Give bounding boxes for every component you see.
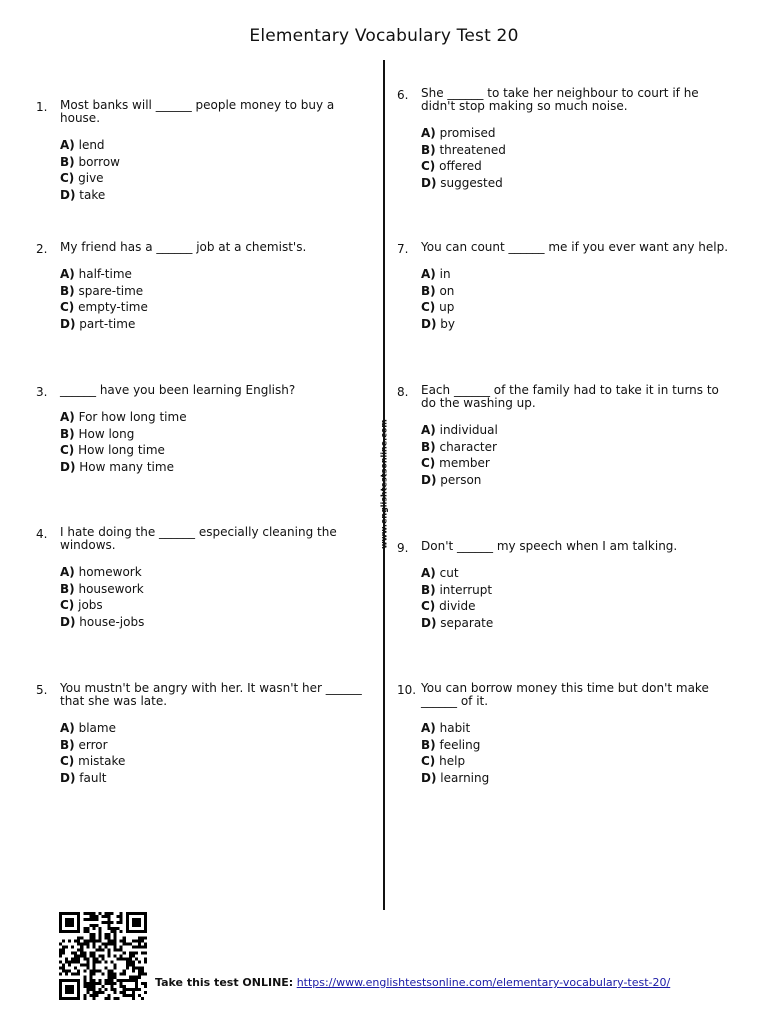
question-text: Don't ______ my speech when I am talking.	[421, 539, 678, 553]
test-online-link[interactable]: https://www.englishtestsonline.com/elementary-vocabulary-test-20/	[296, 976, 671, 989]
question-4	[36, 525, 370, 630]
question-text: You can borrow money this time but don't make ______ of it.	[421, 681, 709, 708]
option-b[interactable]: B) How long	[60, 426, 135, 441]
question-text: I hate doing the ______ especially cleaning the windows.	[60, 525, 337, 552]
option-a[interactable]: A) blame	[60, 721, 116, 735]
option-a[interactable]: A) half-time	[60, 267, 132, 281]
qr-code-icon[interactable]	[59, 912, 147, 1000]
option-a[interactable]: A) promised	[421, 126, 496, 140]
option-a[interactable]: A) in	[421, 267, 451, 281]
option-c[interactable]: C) help	[421, 754, 466, 768]
question-number: 10.	[397, 683, 417, 697]
footer	[155, 976, 670, 989]
option-b[interactable]: B) spare-time	[60, 283, 144, 298]
option-b[interactable]: B) error	[60, 737, 108, 752]
question-number: 8.	[397, 385, 409, 399]
option-b[interactable]: B) housework	[60, 581, 144, 596]
option-d[interactable]: D) person	[421, 472, 482, 487]
option-c[interactable]: C) mistake	[60, 754, 126, 768]
question-text: You mustn't be angry with her. It wasn't her ______ that she was late.	[60, 681, 362, 708]
option-c[interactable]: C) offered	[421, 159, 482, 173]
option-a[interactable]: A) lend	[60, 138, 105, 152]
option-c[interactable]: C) up	[421, 300, 455, 314]
option-a[interactable]: A) For how long time	[60, 410, 187, 424]
question-10	[397, 681, 731, 786]
option-d[interactable]: D) part-time	[60, 316, 136, 331]
question-text: My friend has a ______ job at a chemist's.	[60, 240, 307, 254]
option-b[interactable]: B) interrupt	[421, 582, 493, 597]
option-d[interactable]: D) by	[421, 316, 455, 331]
option-b[interactable]: B) feeling	[421, 737, 481, 752]
option-c[interactable]: C) empty-time	[60, 300, 148, 314]
question-text: You can count ______ me if you ever want any help.	[421, 240, 729, 254]
option-a[interactable]: A) habit	[421, 721, 471, 735]
question-6	[397, 86, 731, 191]
option-c[interactable]: C) give	[60, 171, 104, 185]
page-title: Elementary Vocabulary Test 20	[249, 26, 519, 46]
question-number: 1.	[36, 100, 48, 114]
option-c[interactable]: C) How long time	[60, 443, 165, 457]
question-7	[397, 240, 731, 332]
question-1	[36, 98, 370, 203]
option-b[interactable]: B) threatened	[421, 142, 506, 157]
vertical-site-text: www.englishtestsonline.com	[379, 419, 389, 549]
question-number: 5.	[36, 683, 48, 697]
option-d[interactable]: D) fault	[60, 770, 107, 785]
question-text: Each ______ of the family had to take it in turns to do the washing up.	[421, 383, 719, 410]
question-number: 9.	[397, 541, 409, 555]
question-9	[397, 539, 731, 631]
option-b[interactable]: B) character	[421, 439, 497, 454]
option-a[interactable]: A) individual	[421, 423, 498, 437]
question-3	[36, 383, 370, 475]
question-2	[36, 240, 370, 332]
option-d[interactable]: D) How many time	[60, 459, 174, 474]
option-a[interactable]: A) homework	[60, 565, 142, 579]
question-number: 2.	[36, 242, 48, 256]
question-5	[36, 681, 370, 786]
question-text: Most banks will ______ people money to buy a house.	[60, 98, 335, 125]
option-c[interactable]: C) divide	[421, 599, 476, 613]
question-text: She ______ to take her neighbour to court if he didn't stop making so much noise.	[421, 86, 699, 113]
option-c[interactable]: C) member	[421, 456, 490, 470]
option-d[interactable]: D) learning	[421, 770, 490, 785]
option-d[interactable]: D) house-jobs	[60, 614, 145, 629]
question-number: 3.	[36, 385, 48, 399]
option-a[interactable]: A) cut	[421, 566, 459, 580]
question-text: ______ have you been learning English?	[60, 383, 296, 397]
question-number: 7.	[397, 242, 409, 256]
footer-label: Take this test ONLINE:	[155, 976, 294, 989]
question-number: 6.	[397, 88, 409, 102]
option-b[interactable]: B) borrow	[60, 154, 120, 169]
option-b[interactable]: B) on	[421, 283, 455, 298]
option-d[interactable]: D) suggested	[421, 175, 503, 190]
option-c[interactable]: C) jobs	[60, 598, 103, 612]
option-d[interactable]: D) separate	[421, 615, 494, 630]
question-8	[397, 383, 731, 488]
question-number: 4.	[36, 527, 48, 541]
option-d[interactable]: D) take	[60, 187, 106, 202]
